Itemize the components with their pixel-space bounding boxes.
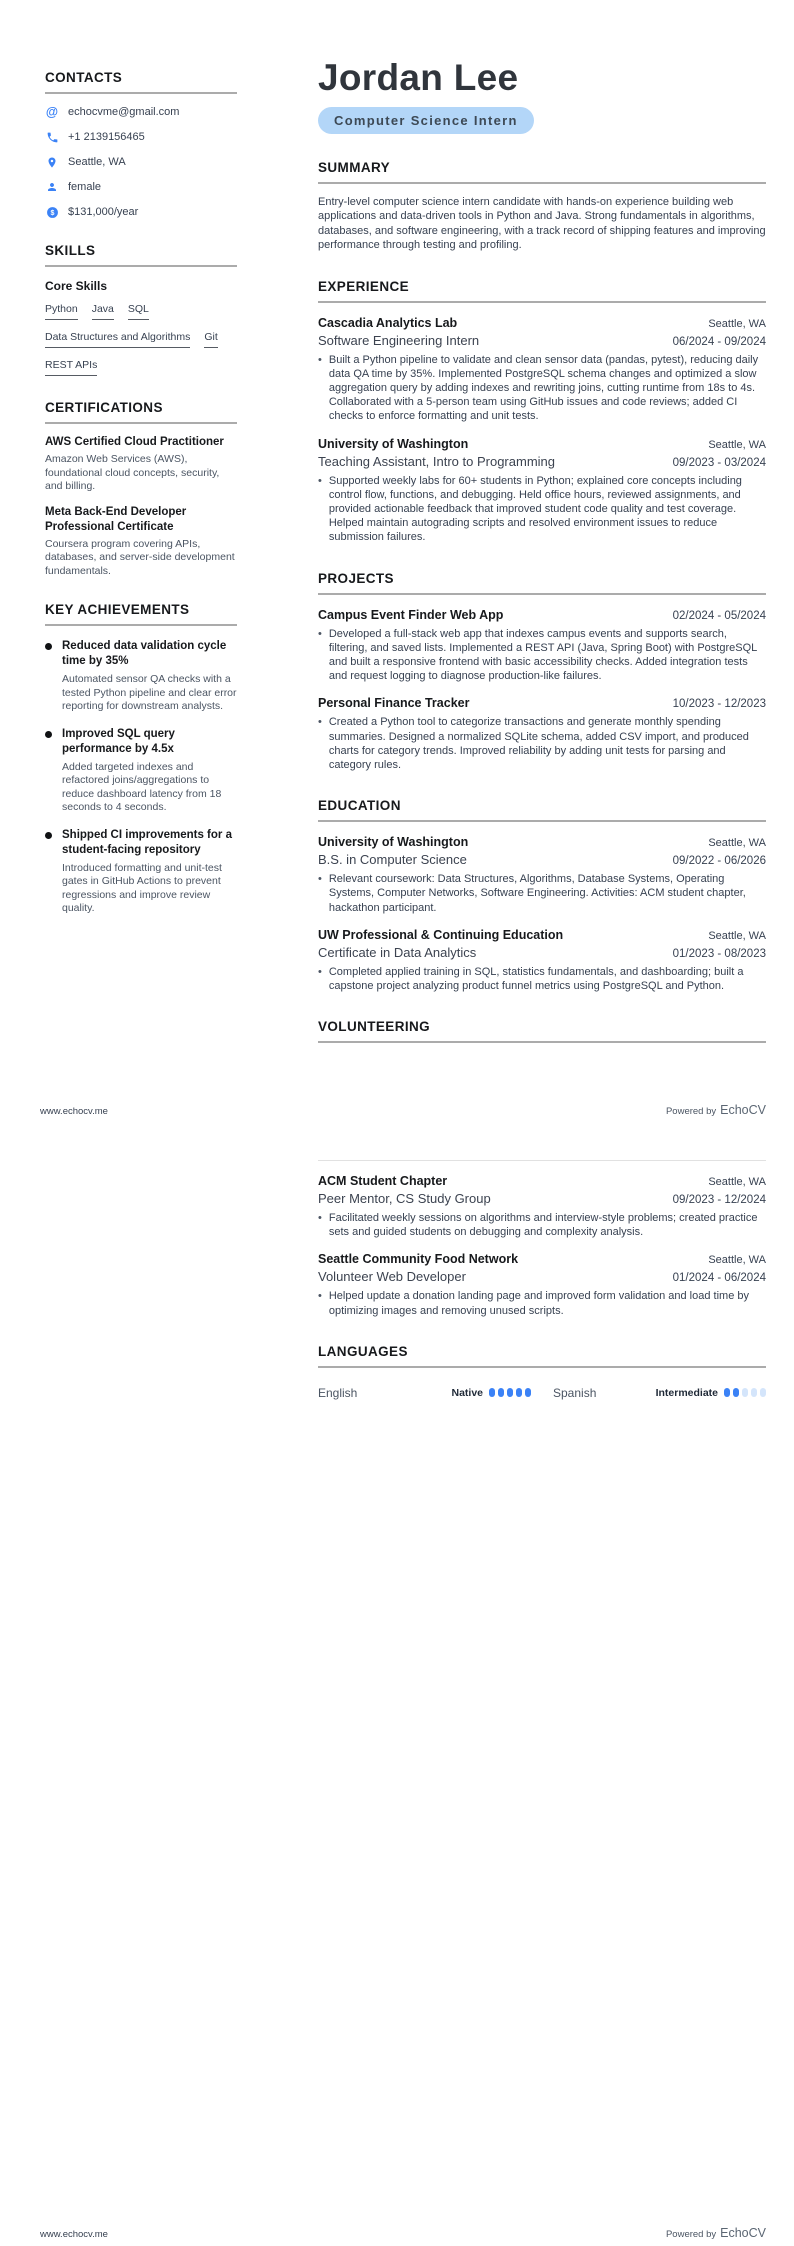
language-level-dots [489,1388,531,1397]
contact-gender [45,180,237,194]
job-title-badge: Computer Science Intern [318,107,534,134]
achievement-bullet-icon [45,643,52,650]
organization-name: Seattle Community Food Network [318,1252,519,1267]
certification-title: Meta Back-End Developer Professional Certificate [45,505,187,533]
powered-by [666,1103,766,1117]
company-name: Cascadia Analytics Lab [318,315,458,330]
achievement-title: Reduced data validation cycle time by 35% [62,640,227,667]
powered-by-prefix: Powered by [665,1106,717,1117]
company-location: Seattle, WA [708,438,766,451]
degree-title: B.S. in Computer Science [318,852,467,868]
position-title: Software Engineering Intern [318,332,480,348]
bullet-icon: • [318,627,322,640]
svg-text:$: $ [50,209,54,217]
volunteer-dates: 01/2024 - 06/2024 [672,1272,766,1285]
main-column [318,58,766,1043]
bullet-icon: • [318,474,322,487]
project-dates: 10/2023 - 12/2023 [672,698,766,711]
skills-group-title: Core Skills [45,279,108,293]
education-heading: EDUCATION [318,798,766,822]
language-name: Spanish [553,1385,597,1400]
achievement-item [45,727,237,815]
achievement-description: Automated sensor QA checks with a tested Python pipeline and clear error reporting for downstream analysts. [62,673,237,712]
volunteering-entry [318,1252,766,1317]
school-name: University of Washington [318,835,469,850]
volunteer-role: Peer Mentor, CS Study Group [318,1191,491,1206]
contact-phone [45,130,237,144]
certification-item [45,505,237,579]
website-link[interactable]: www.echocv.me [40,2229,108,2240]
languages-section [318,1344,766,1400]
skills-heading: SKILLS [45,243,237,267]
key-achievements-section [45,602,237,916]
bullet-icon: • [318,1212,322,1224]
projects-heading: PROJECTS [318,571,766,595]
volunteering-section-header [318,1019,766,1043]
bullet-icon: • [318,965,322,978]
brand-logo[interactable]: EchoCV [720,1103,766,1117]
school-location: Seattle, WA [708,929,766,942]
achievement-bullet-icon [45,832,52,839]
experience-heading: EXPERIENCE [318,279,766,303]
project-entry [318,608,766,684]
experience-entry [318,316,766,424]
achievement-item [45,828,237,916]
bullet-icon: • [318,353,322,366]
contact-phone-text: +1 2139156465 [68,131,145,143]
project-dates: 02/2024 - 05/2024 [672,609,766,622]
education-dates: 01/2023 - 08/2023 [672,947,766,960]
contact-salary-text: $131,000/year [68,206,139,218]
page1-footer [40,1103,766,1117]
project-bullet-text: Developed a full-stack web app that indexes campus events and supports search, filtering, and saved lists. Implemented a REST API (Java, Spring Boot) with PostgreSQL and built a responsive frontend with basic accessibility checks. Added integration tests and request logging to diagnose production-like failures. [328,627,757,683]
position-dates: 06/2024 - 09/2024 [672,335,766,348]
powered-by [666,2226,766,2240]
language-level-label: Native [451,1386,483,1399]
education-entry [318,928,766,993]
volunteering-entry [318,1174,766,1239]
left-sidebar [45,70,237,916]
powered-by-prefix: Powered by [665,2229,717,2240]
contact-gender-text: female [68,181,102,193]
summary-heading: SUMMARY [318,160,766,184]
language-name: English [318,1385,358,1400]
skill-chip: Java [92,303,114,320]
volunteering-bullet-text: Facilitated weekly sessions on algorithms and interview-style problems; created practice sets and guided students on debugging and complexity analysis. [328,1212,758,1239]
company-location: Seattle, WA [708,317,766,330]
education-bullet-text: Relevant coursework: Data Structures, Algorithms, Database Systems, Operating Systems, Computer Networks, Software Engineering. Activities: ACM student chapter, hackathon participant. [328,873,746,914]
position-dates: 09/2023 - 03/2024 [672,456,766,469]
volunteering-continued-column [318,1160,766,1400]
skill-chip: REST APIs [45,359,97,376]
project-bullet-text: Created a Python tool to categorize transactions and generate monthly spending summaries. Designed a normalized SQLite schema, added CSV import, and produced charts for category trends. Improved reliability by adding unit tests for parsing and category rules. [328,716,749,772]
volunteer-role: Volunteer Web Developer [318,1269,466,1285]
skill-chip: Data Structures and Algorithms [45,331,190,348]
education-entry [318,835,766,915]
phone-icon [45,130,59,144]
organization-name: ACM Student Chapter [318,1174,448,1188]
project-entry [318,696,766,772]
bullet-icon: • [318,716,322,729]
education-section [318,798,766,993]
location-pin-icon [45,155,59,169]
page2-footer [40,2226,766,2240]
achievement-title: Improved SQL query performance by 4.5x [62,727,175,755]
certification-item [45,435,237,494]
skill-chip: Python [45,303,78,320]
experience-bullet-text: Supported weekly labs for 60+ students in Python; explained core concepts including control flow, functions, and debugging. Held office hours, reviewed assignments, and provided actionable feedback that improved student code quality and test coverage. Helped maintain autograding scripts and resolved environment issues to reduce submission failures. [328,474,742,544]
skill-chip: Git [204,331,217,348]
contact-location [45,155,237,169]
projects-section [318,571,766,773]
bullet-icon: • [318,873,322,886]
degree-title: Certificate in Data Analytics [318,944,477,960]
summary-section [318,160,766,253]
key-achievements-heading: KEY ACHIEVEMENTS [45,602,237,626]
position-title: Teaching Assistant, Intro to Programming [318,453,556,469]
at-sign-icon: @ [45,104,59,119]
certifications-heading: CERTIFICATIONS [45,400,237,424]
experience-bullet-text: Built a Python pipeline to validate and clean sensor data (pandas, pytest), reducing daily data QA time by 35%. Implemented PostgreSQL schema changes and optimized a slow aggregation query by adding indexes and rewriting joins, cutting runtime from 18s to 4s. Collaborated with a 5-person team using GitHub issues and code reviews; added CI checks to enforce formatting and unit tests. [328,353,759,423]
achievement-title: Shipped CI improvements for a student-facing repository [62,828,232,856]
language-item [553,1386,766,1400]
contact-location-text: Seattle, WA [68,156,126,168]
education-bullet-text: Completed applied training in SQL, statistics fundamentals, and dashboarding; built a capstone project analyzing product funnel metrics using PostgreSQL and Python. [328,965,744,993]
company-name: University of Washington [318,436,469,451]
contacts-section [45,70,237,219]
languages-list [318,1386,766,1400]
salary-icon [45,205,59,219]
achievement-bullet-icon [45,731,52,738]
skills-section [45,243,237,376]
certifications-section [45,400,237,578]
skills-list [45,303,237,376]
contact-email[interactable] [45,105,237,119]
achievement-description: Added targeted indexes and refactored joins/aggregations to reduce dashboard latency from 18 seconds to 4 seconds. [62,760,222,813]
website-link[interactable]: www.echocv.me [40,1106,108,1117]
languages-heading: LANGUAGES [318,1344,766,1368]
education-dates: 09/2022 - 06/2026 [672,855,766,868]
achievement-description: Introduced formatting and unit-test gates in GitHub Actions to prevent regressions and improve review quality. [62,861,222,914]
summary-text: Entry-level computer science intern candidate with hands-on experience building web applications and data-driven tools in Python and Java. Strong fundamentals in algorithms, databases, and software engineering, with a track record of shipping features and improving performance through testing and profiling. [318,196,766,252]
school-location: Seattle, WA [708,837,766,850]
certification-title: AWS Certified Cloud Practitioner [45,436,224,448]
language-level-label: Intermediate [655,1386,718,1399]
achievement-item [45,639,237,714]
bullet-icon: • [318,1290,322,1303]
organization-location: Seattle, WA [708,1176,766,1188]
language-level-dots [724,1388,766,1397]
volunteer-dates: 09/2023 - 12/2024 [672,1194,766,1206]
contact-email-text: echocvme@gmail.com [68,106,180,118]
section-continuation-divider [318,1160,766,1161]
experience-section [318,279,766,545]
language-item [318,1386,531,1400]
contacts-heading: CONTACTS [45,70,237,94]
experience-entry [318,437,766,545]
certification-description: Coursera program covering APIs, databases, and server-side development fundamentals. [45,537,235,577]
person-icon [45,180,59,194]
organization-location: Seattle, WA [708,1254,766,1267]
contact-salary [45,205,237,219]
project-name: Campus Event Finder Web App [318,607,504,622]
volunteering-bullet-text: Helped update a donation landing page and improved form validation and load time by optimizing images and removing unused scripts. [328,1290,749,1317]
volunteering-heading: VOLUNTEERING [318,1019,766,1043]
certification-description: Amazon Web Services (AWS), foundational cloud concepts, security, and billing. [45,453,220,492]
candidate-name: Jordan Lee [318,57,519,98]
brand-logo[interactable]: EchoCV [720,2226,766,2240]
project-name: Personal Finance Tracker [318,696,470,711]
skill-chip: SQL [128,303,149,320]
school-name: UW Professional & Continuing Education [318,927,564,942]
